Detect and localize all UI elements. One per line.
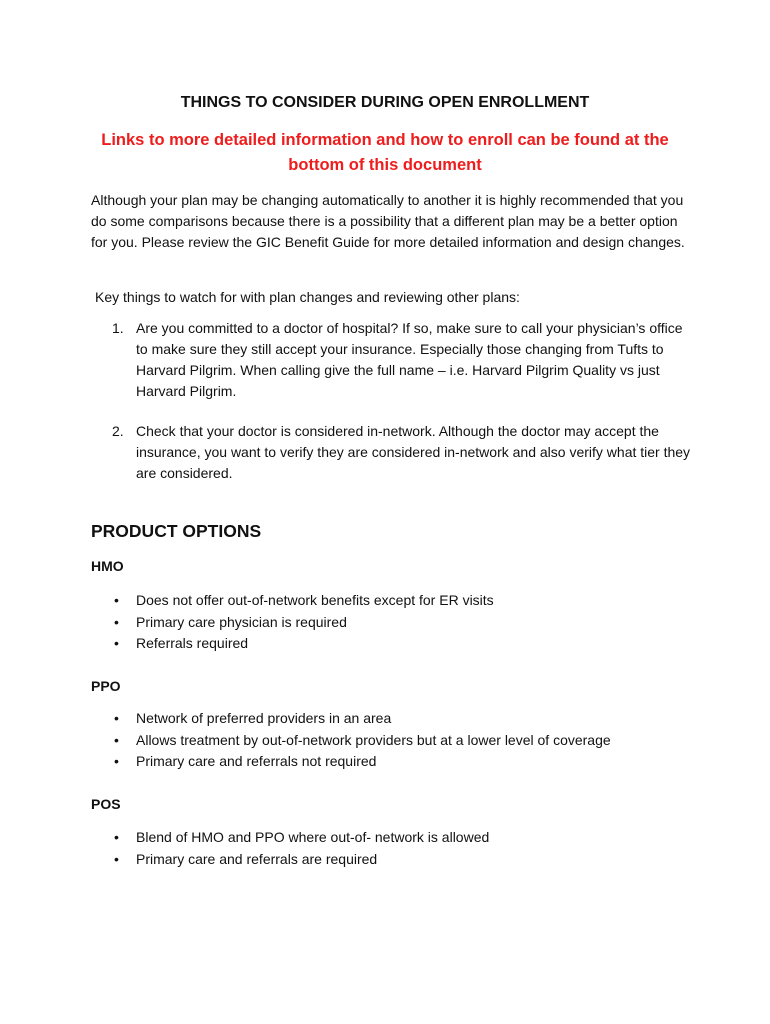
list-item [112, 590, 712, 612]
bullet-icon: • [114, 731, 119, 748]
hmo-list [112, 590, 712, 655]
item-text: Check that your doctor is considered in-network. Although the doctor may accept the insurance, you want to verify they are considered in-network and also verify what tier they are considered. [136, 423, 691, 481]
product-options-heading: PRODUCT OPTIONS [91, 521, 262, 541]
list-item-text: Primary care physician is required [136, 613, 347, 630]
bullet-icon: • [114, 753, 119, 769]
intro-paragraph: Although your plan may be changing automatically to another it is highly recommended that you do some comparisons because there is a possibility that a different plan may be a better option for you. Please review the GIC Benefit Guide for more detailed information and design changes. [91, 192, 685, 250]
key-things-intro: Key things to watch for with plan changes and reviewing other plans: [95, 289, 520, 305]
key-thing-item [112, 318, 692, 402]
bullet-icon: • [114, 850, 119, 867]
item-number: 1. [112, 320, 124, 336]
bullet-icon: • [114, 829, 119, 845]
links-notice: Links to more detailed information and how to enroll can be found at the bottom of this document [101, 131, 669, 174]
list-item [112, 827, 712, 849]
bullet-icon: • [114, 710, 119, 726]
list-item-text: Primary care and referrals are required [136, 850, 378, 867]
document-title: THINGS TO CONSIDER DURING OPEN ENROLLMENT [180, 94, 590, 111]
list-item-text: Network of preferred providers in an area [136, 710, 392, 726]
list-item-text: Referrals required [136, 635, 249, 651]
key-thing-item [112, 421, 692, 484]
list-item [112, 612, 712, 634]
list-item-text: Primary care and referrals not required [136, 753, 377, 769]
list-item [112, 849, 712, 871]
bullet-icon: • [114, 613, 119, 630]
pos-heading: POS [91, 796, 121, 812]
pos-list [112, 827, 712, 870]
ppo-list [112, 708, 712, 773]
list-item-text: Does not offer out-of-network benefits except for ER visits [136, 592, 494, 608]
bullet-icon: • [114, 592, 119, 608]
ppo-heading: PPO [91, 678, 121, 694]
list-item-text: Allows treatment by out-of-network providers but at a lower level of coverage [136, 731, 611, 748]
hmo-heading: HMO [91, 558, 124, 574]
list-item-text: Blend of HMO and PPO where out-of- network is allowed [136, 829, 490, 845]
list-item [112, 751, 712, 773]
item-text: Are you committed to a doctor of hospital? If so, make sure to call your physician’s office to make sure they still accept your insurance. Especially those changing from Tufts to Harvard Pilgrim. When calling give the full name – i.e. Harvard Pilgrim Quality vs just Harvard Pilgrim. [136, 320, 683, 399]
bullet-icon: • [114, 635, 119, 651]
item-number: 2. [112, 423, 124, 439]
list-item [112, 633, 712, 655]
list-item [112, 730, 712, 752]
list-item [112, 708, 712, 730]
